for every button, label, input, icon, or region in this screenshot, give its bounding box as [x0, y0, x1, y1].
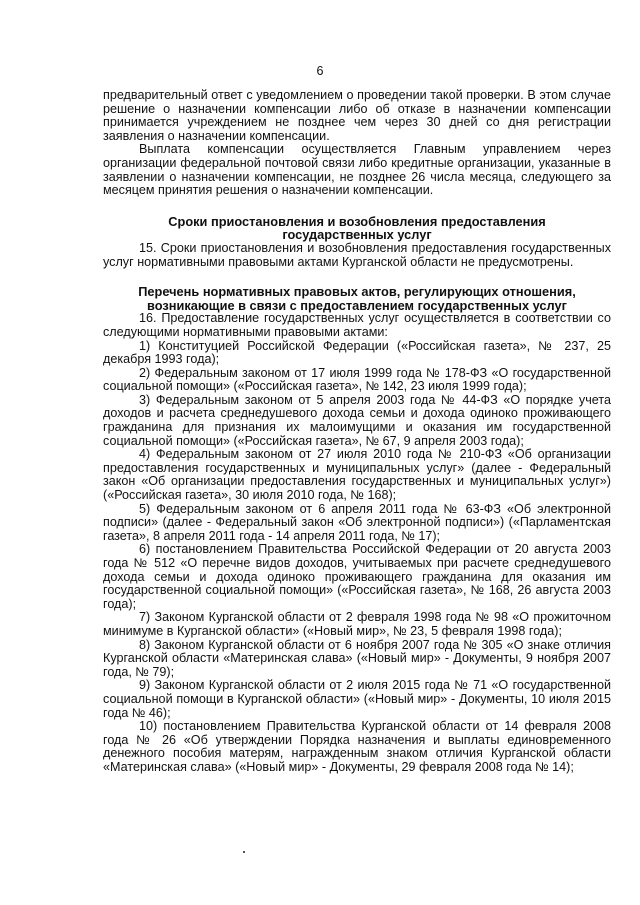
list-item: 7) Законом Курганской области от 2 февраля 1998 года № 98 «О прожиточном минимуме в Курганской области» («Новый мир», № 23, 5 февраля 1998 года);: [103, 610, 611, 638]
list-item: 4) Федеральным законом от 27 июля 2010 года № 210-ФЗ «Об организации предоставления государственных и муниципальных услуг» (далее - Федеральный закон «Об организации предоставления государственных и муниципальных услуг») («Российская газета», 30 июля 2010 года, № 168);: [103, 447, 611, 503]
page-number: 6: [316, 64, 324, 78]
paragraph: Выплата компенсации осуществляется Главным управлением через организации федеральной почтовой связи либо кредитные организации, указанные в заявлении о назначении компенсации, не позднее 26 числа месяца, следующего за месяцем принятия решения о назначении компенсации.: [103, 142, 611, 198]
section-heading: Перечень нормативных правовых актов, регулирующих отношения,: [138, 284, 576, 300]
list-item: 3) Федеральным законом от 5 апреля 2003 года № 44-ФЗ «О порядке учета доходов и расчета среднедушевого дохода семьи и дохода одиноко проживающего гражданина для признания их малоимущими и оказания им государственной социальной помощи» («Российская газета», № 67, 9 апреля 2003 года);: [103, 392, 611, 448]
paragraph: 15. Сроки приостановления и возобновления предоставления государственных услуг нормативными правовыми актами Курганской области не предусмотрены.: [103, 240, 611, 269]
list-item: 5) Федеральным законом от 6 апреля 2011 года № 63-ФЗ «Об электронной подписи» (далее - Федеральный закон «Об электронной подписи») («Парламентская газета», 8 апреля 2011 года - 14 апреля 2011 года, № 17);: [103, 501, 611, 543]
list-item: 10) постановлением Правительства Курганской области от 14 февраля 2008 года № 26 «Об утверждении Порядка назначения и выплаты единовременного денежного пособия матерям, награжденным знаком отличия Курганской области «Материнская слава» («Новый мир» - Документы, 29 февраля 2008 года № 14);: [103, 719, 611, 774]
scan-mark: [243, 851, 245, 853]
section-heading: Сроки приостановления и возобновления предоставления: [168, 213, 546, 229]
list-item: 6) постановлением Правительства Российской Федерации от 20 августа 2003 года № 512 «О перечне видов доходов, учитываемых при расчете среднедушевого дохода семьи и дохода одиноко проживающего гражданина для оказания им государственной социальной помощи» («Российская газета», № 168, 26 августа 2003 года);: [103, 542, 611, 611]
list-item: 16. Предоставление государственных услуг осуществляется в соответствии со следующими нормативными правовыми актами:: [103, 311, 611, 339]
list-item: 8) Законом Курганской области от 6 ноября 2007 года № 305 «О знаке отличия Курганской области «Материнская слава» («Новый мир» - Документы, 9 ноября 2007 года, № 79);: [103, 637, 611, 679]
paragraph: предварительный ответ с уведомлением о проведении такой проверки. В этом случае решение о назначении компенсации либо об отказе в назначении компенсации принимается учреждением не позднее чем через 30 дней со дня регистрации заявления о назначении компенсации.: [103, 88, 611, 143]
list-item: 9) Законом Курганской области от 2 июля 2015 года № 71 «О государственной социальной помощи в Курганской области» («Новый мир» - Документы, 10 июля 2015 года № 46);: [103, 678, 611, 720]
list-item: 1) Конституцией Российской Федерации («Российская газета», № 237, 25 декабря 1993 года);: [103, 338, 611, 367]
legal-acts-list: [103, 312, 611, 774]
list-item: 2) Федеральным законом от 17 июля 1999 года № 178-ФЗ «О государственной социальной помощи» («Российская газета», № 142, 23 июля 1999 года);: [103, 365, 611, 394]
section-heading: возникающие в связи с предоставлением государственных услуг: [147, 297, 567, 313]
section-heading: государственных услуг: [282, 227, 432, 243]
document-body: [103, 89, 611, 775]
